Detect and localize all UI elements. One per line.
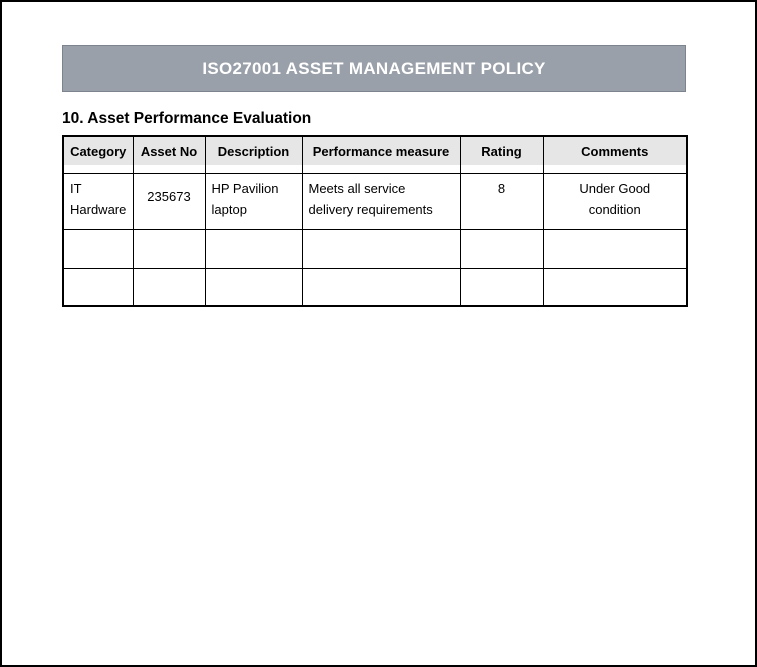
cell-rating (460, 268, 543, 306)
policy-title: ISO27001 ASSET MANAGEMENT POLICY (202, 58, 546, 78)
cell-category (63, 268, 133, 306)
cell-performance-measure (302, 268, 460, 306)
col-header-asset-no-label: Asset No (134, 137, 205, 165)
col-header-performance-measure-label: Performance measure (303, 137, 460, 165)
cell-description (205, 268, 302, 306)
table-row-2 (63, 229, 687, 268)
cell-description (205, 229, 302, 268)
cell-comments: Under Good condition (543, 173, 687, 229)
cell-asset-no (133, 268, 205, 306)
table-header-row (63, 136, 687, 173)
section-heading: 10. Asset Performance Evaluation (62, 110, 312, 127)
col-header-description (205, 136, 302, 173)
col-header-category (63, 136, 133, 173)
table-row-1 (63, 173, 687, 229)
cell-asset-no: 235673 (133, 173, 205, 229)
policy-title-banner (62, 45, 686, 92)
cell-comments (543, 229, 687, 268)
cell-rating (460, 229, 543, 268)
col-header-comments-label: Comments (544, 137, 687, 165)
col-header-description-label: Description (206, 137, 302, 165)
cell-description: HP Pavilion laptop (205, 173, 302, 229)
cell-asset-no (133, 229, 205, 268)
cell-comments (543, 268, 687, 306)
col-header-performance-measure (302, 136, 460, 173)
col-header-asset-no (133, 136, 205, 173)
cell-rating: 8 (460, 173, 543, 229)
col-header-rating (460, 136, 543, 173)
col-header-category-label: Category (64, 137, 133, 165)
cell-performance-measure: Meets all service delivery requirements (302, 173, 460, 229)
col-header-rating-label: Rating (461, 137, 543, 165)
col-header-comments (543, 136, 687, 173)
asset-performance-table (62, 135, 688, 307)
table-row-3 (63, 268, 687, 306)
cell-category: IT Hardware (63, 173, 133, 229)
cell-performance-measure (302, 229, 460, 268)
cell-category (63, 229, 133, 268)
